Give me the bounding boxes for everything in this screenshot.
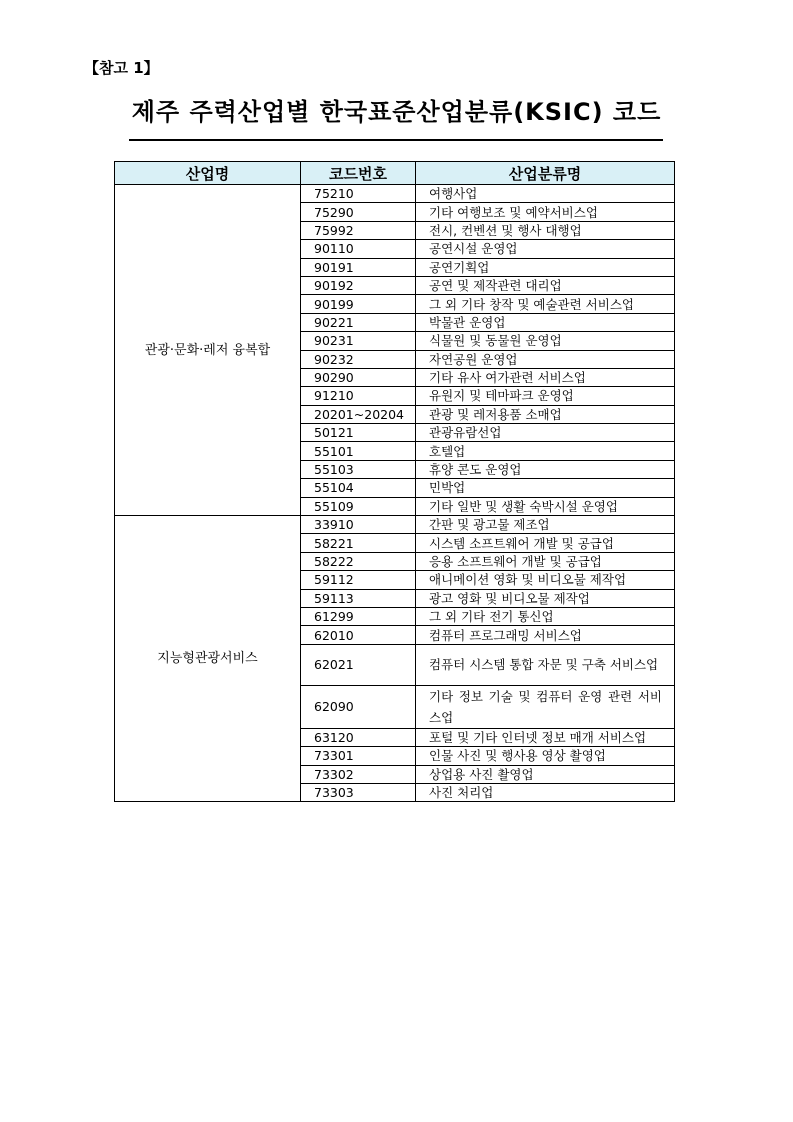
code-cell: 73303 [301, 783, 416, 801]
code-cell: 75290 [301, 203, 416, 221]
classification-cell: 기타 여행보조 및 예약서비스업 [416, 203, 675, 221]
classification-cell: 휴양 콘도 운영업 [416, 460, 675, 478]
classification-cell: 인물 사진 및 행사용 영상 촬영업 [416, 747, 675, 765]
code-cell: 50121 [301, 424, 416, 442]
classification-cell: 관광 및 레저용품 소매업 [416, 405, 675, 423]
table-row [115, 185, 675, 203]
classification-cell: 컴퓨터 프로그래밍 서비스업 [416, 626, 675, 644]
code-cell: 75992 [301, 221, 416, 239]
classification-cell: 응용 소프트웨어 개발 및 공급업 [416, 552, 675, 570]
header-code: 코드번호 [301, 162, 416, 185]
classification-cell: 애니메이션 영화 및 비디오물 제작업 [416, 571, 675, 589]
code-cell: 61299 [301, 607, 416, 625]
code-cell: 62090 [301, 685, 416, 728]
classification-cell: 기타 유사 여가관련 서비스업 [416, 368, 675, 386]
code-cell: 75210 [301, 185, 416, 203]
code-cell: 58222 [301, 552, 416, 570]
classification-cell: 공연기획업 [416, 258, 675, 276]
code-cell: 59112 [301, 571, 416, 589]
table-header-row [115, 162, 675, 185]
code-cell: 90221 [301, 313, 416, 331]
code-cell: 58221 [301, 534, 416, 552]
code-cell: 90232 [301, 350, 416, 368]
classification-cell: 간판 및 광고물 제조업 [416, 516, 675, 534]
code-cell: 62021 [301, 644, 416, 685]
classification-cell: 상업용 사진 촬영업 [416, 765, 675, 783]
code-cell: 90290 [301, 368, 416, 386]
reference-label: 【참고 1】 [84, 59, 159, 77]
classification-cell: 공연시설 운영업 [416, 240, 675, 258]
classification-cell: 포털 및 기타 인터넷 정보 매개 서비스업 [416, 728, 675, 746]
code-cell: 90231 [301, 332, 416, 350]
code-cell: 55109 [301, 497, 416, 515]
group-industry-smart-tourism: 지능형관광서비스 [115, 516, 301, 802]
classification-cell: 공연 및 제작관련 대리업 [416, 276, 675, 294]
code-cell: 90199 [301, 295, 416, 313]
document-title: 제주 주력산업별 한국표준산업분류(KSIC) 코드 [131, 98, 662, 126]
classification-cell: 호텔업 [416, 442, 675, 460]
code-cell: 90191 [301, 258, 416, 276]
classification-cell: 컴퓨터 시스템 통합 자문 및 구축 서비스업 [416, 644, 675, 685]
code-cell: 90110 [301, 240, 416, 258]
classification-cell: 유원지 및 테마파크 운영업 [416, 387, 675, 405]
classification-cell: 그 외 기타 창작 및 예술관련 서비스업 [416, 295, 675, 313]
ksic-code-table [114, 161, 675, 802]
classification-cell: 전시, 컨벤션 및 행사 대행업 [416, 221, 675, 239]
code-cell: 90192 [301, 276, 416, 294]
classification-cell: 광고 영화 및 비디오물 제작업 [416, 589, 675, 607]
classification-cell: 기타 정보 기술 및 컴퓨터 운영 관련 서비스업 [416, 685, 675, 728]
code-cell: 55104 [301, 479, 416, 497]
code-cell: 63120 [301, 728, 416, 746]
code-cell: 55101 [301, 442, 416, 460]
header-industry: 산업명 [115, 162, 301, 185]
code-cell: 59113 [301, 589, 416, 607]
code-cell: 62010 [301, 626, 416, 644]
code-cell: 91210 [301, 387, 416, 405]
title-underline [129, 139, 663, 141]
classification-cell: 식물원 및 동물원 운영업 [416, 332, 675, 350]
classification-cell: 관광유람선업 [416, 424, 675, 442]
code-cell: 20201~20204 [301, 405, 416, 423]
header-classification: 산업분류명 [416, 162, 675, 185]
group-industry-tourism: 관광·문화·레저 융복합 [115, 185, 301, 516]
table-row [115, 516, 675, 534]
classification-cell: 여행사업 [416, 185, 675, 203]
classification-cell: 시스템 소프트웨어 개발 및 공급업 [416, 534, 675, 552]
code-cell: 73302 [301, 765, 416, 783]
classification-cell: 그 외 기타 전기 통신업 [416, 607, 675, 625]
code-cell: 55103 [301, 460, 416, 478]
classification-cell: 자연공원 운영업 [416, 350, 675, 368]
code-cell: 33910 [301, 516, 416, 534]
classification-cell: 기타 일반 및 생활 숙박시설 운영업 [416, 497, 675, 515]
classification-cell: 사진 처리업 [416, 783, 675, 801]
code-cell: 73301 [301, 747, 416, 765]
classification-cell: 민박업 [416, 479, 675, 497]
classification-cell: 박물관 운영업 [416, 313, 675, 331]
